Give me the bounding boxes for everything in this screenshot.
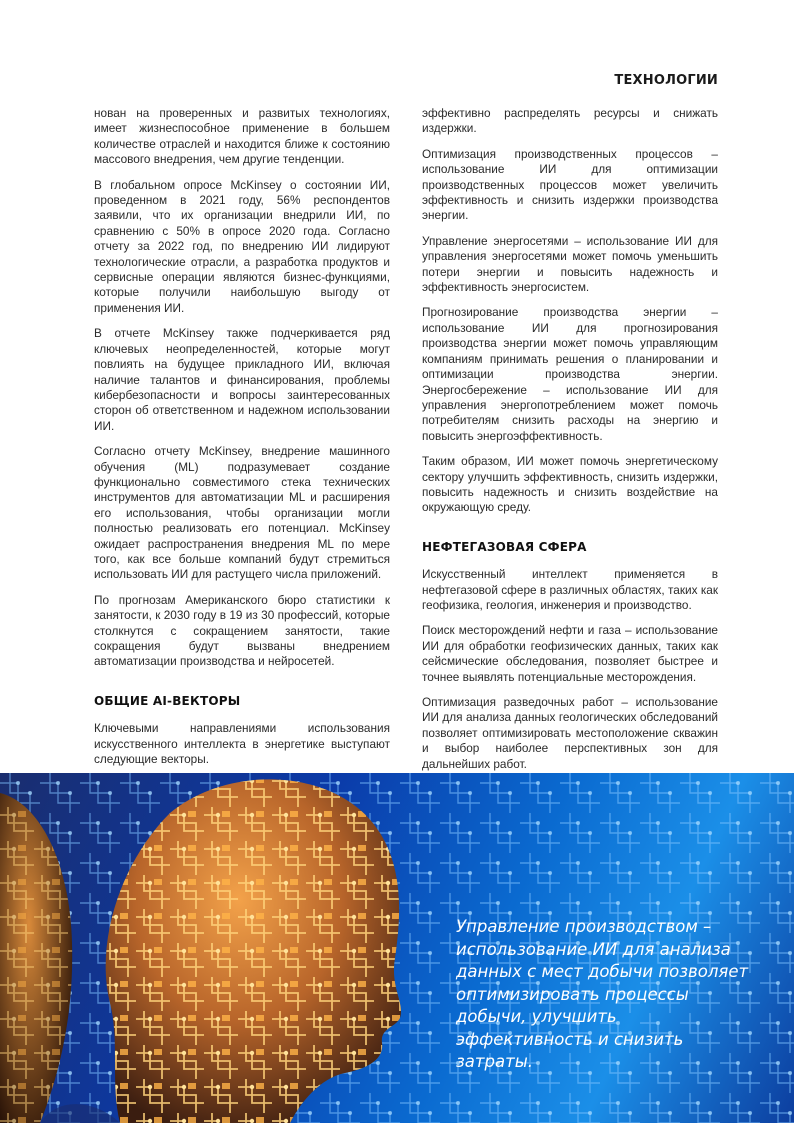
section-heading-ai-vectors: ОБЩИЕ AI-ВЕКТОРЫ [94, 693, 241, 708]
paragraph: В отчете McKinsey также подчеркивается ряд ключевых неопределенностей, которые могут повлиять на будущее прикладного ИИ, включая наличие талантов и финансирования, проблемы кибербезопасности и вопросы заинтересованных сторон об ответственном и надежном использовании ИИ. [94, 326, 390, 433]
section-heading-oil-gas: НЕФТЕГАЗОВАЯ СФЕРА [422, 539, 587, 554]
paragraph: Согласно отчету McKinsey, внедрение машинного обучения (ML) подразумевает создание функционально совместимого стека технических инструментов для автоматизации ML и расширения его использования, чтобы организации могли полностью реализовать его потенциал. McKinsey ожидает распространения внедрения ML по мере того, как все больше компаний будут стремиться использовать ИИ для растущего числа приложений. [94, 444, 390, 582]
paragraph: По прогнозам Американского бюро статистики к занятости, к 2030 году в 19 из 30 профессий, которые столкнутся с сокращением занятости, такие сокращения будут вызваны внедрением автоматизации производства и нейросетей. [94, 592, 390, 669]
right-column [422, 106, 718, 854]
paragraph: эффективно распределять ресурсы и снижать издержки. [422, 106, 718, 136]
paragraph: Ключевыми направлениями использования искусственного интеллекта в энергетике выступают следующие векторы. [94, 721, 390, 767]
paragraph: Таким образом, ИИ может помочь энергетическому сектору улучшить эффективность, снизить издержки, повысить надежность и снизить воздействие на окружающую среду. [422, 454, 718, 515]
paragraph: Оптимизация разведочных работ – использование ИИ для анализа данных геологических обследований позволяет оптимизировать местоположение скважин и выбор наиболее перспективных зон для дальнейших работ. [422, 695, 718, 771]
left-column [94, 106, 390, 849]
paragraph: Поиск месторождений нефти и газа – использование ИИ для обработки геофизических данных, таких как сейсмические обследования, позволяет быстрее и точнее выявлять потенциальные месторождения. [422, 623, 718, 684]
paragraph: Оптимизация производственных процессов – использование ИИ для оптимизации производственных процессов может увеличить эффективность и снизить издержки производства энергии. [422, 146, 718, 223]
pull-quote: Управление производством – использование ИИ для анализа данных с мест добычи позволяет оптимизировать процессы добычи, улучшить эффективность и снизить затраты. [456, 917, 749, 1071]
paragraph: Прогнозирование производства энергии – использование ИИ для прогнозирования производства энергии может помочь управляющим компаниям принимать решения о планировании и оптимизации производства энергии. Энергосбережение – использование ИИ для управления энергопотреблением может помочь потребителям снизить расходы на энергию и повысить энергоэффективность. [422, 305, 718, 443]
paragraph: В глобальном опросе McKinsey о состоянии ИИ, проведенном в 2021 году, 56% респондентов заявили, что их организации внедрили ИИ, по сравнению с 50% в опросе 2020 года. Согласно отчету за 2022 год, по внедрению ИИ лидируют технологические отрасли, а разработка продуктов и сервисные операции являются бизнес-функциями, которые получили наибольшую выгоду от применения ИИ. [94, 177, 390, 315]
paragraph: Искусственный интеллект применяется в нефтегазовой сфере в различных областях, таких как геофизика, геология, инженерия и производство. [422, 567, 718, 612]
paragraph: нован на проверенных и развитых технологиях, имеет жизнеспособное применение в большем количестве отраслей и находится ближе к состоянию массового внедрения, чем другие тенденции. [94, 106, 390, 167]
section-header: ТЕХНОЛОГИИ [614, 73, 718, 88]
paragraph: Управление энергосетями – использование ИИ для управления энергосетями может помочь уменьшить потери энергии и повысить надежность и эффективность энергосистем. [422, 233, 718, 295]
